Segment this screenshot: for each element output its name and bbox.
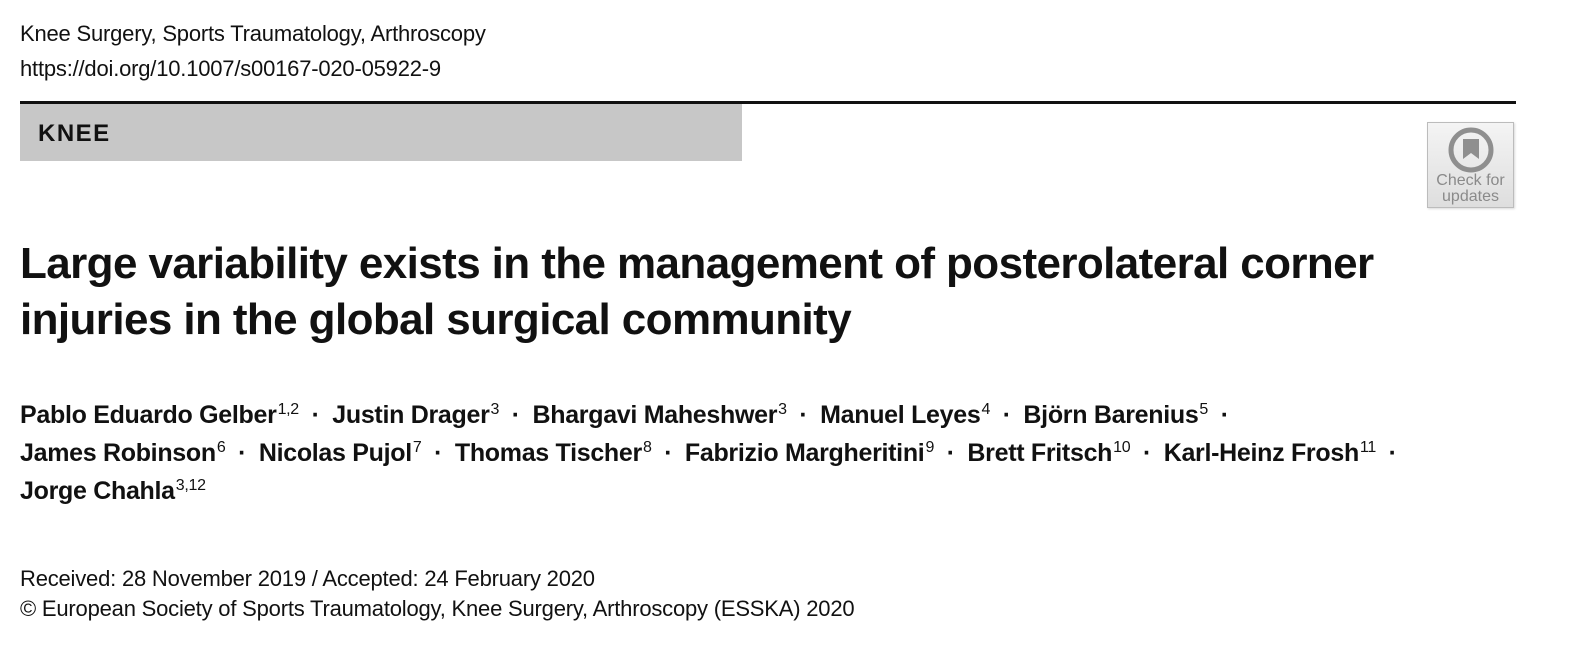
section-band xyxy=(20,104,742,161)
author-name-text: Björn Barenius xyxy=(1023,401,1199,429)
crossmark-icon xyxy=(1448,127,1494,173)
author-name[interactable] xyxy=(820,401,990,429)
author-affiliation: 3 xyxy=(778,401,787,418)
author-affiliation: 8 xyxy=(642,439,652,456)
author-separator: · xyxy=(1220,401,1229,429)
author-name-text: Justin Drager xyxy=(332,401,490,429)
author-affiliation: 1,2 xyxy=(277,401,299,418)
author-separator: · xyxy=(1388,439,1397,467)
author-name[interactable] xyxy=(20,477,206,505)
article-title: Large variability exists in the management of posterolateral corner injuries in the global surgical community xyxy=(20,239,1374,344)
author-name-text: Pablo Eduardo Gelber xyxy=(20,401,277,429)
author-separator: · xyxy=(434,439,443,467)
author-name[interactable] xyxy=(1023,401,1208,429)
author-separator: · xyxy=(311,401,320,429)
author-name[interactable] xyxy=(967,439,1130,467)
crossmark-label-line2: updates xyxy=(1442,188,1499,205)
author-name-text: Brett Fritsch xyxy=(967,439,1113,467)
author-separator: · xyxy=(1002,401,1011,429)
author-name[interactable] xyxy=(685,439,934,467)
author-affiliation: 4 xyxy=(981,401,991,418)
author-name[interactable] xyxy=(1164,439,1376,467)
author-separator: · xyxy=(511,401,520,429)
author-list xyxy=(20,396,1500,510)
author-separator: · xyxy=(799,401,808,429)
author-affiliation: 9 xyxy=(925,439,935,456)
author-separator: · xyxy=(1143,439,1152,467)
author-separator: · xyxy=(946,439,955,467)
author-affiliation: 10 xyxy=(1113,439,1131,456)
author-name-text: Fabrizio Margheritini xyxy=(684,439,925,467)
author-name[interactable] xyxy=(532,401,786,429)
author-name-text: Thomas Tischer xyxy=(454,439,642,467)
received-accepted-dates: Received: 28 November 2019 / Accepted: 24 February 2020 xyxy=(20,566,595,591)
journal-name: Knee Surgery, Sports Traumatology, Arthroscopy xyxy=(20,21,486,46)
author-separator: · xyxy=(664,439,673,467)
author-affiliation: 6 xyxy=(216,439,226,456)
author-affiliation: 7 xyxy=(412,439,422,456)
author-name[interactable] xyxy=(20,401,299,429)
author-name-text: Jorge Chahla xyxy=(20,477,175,505)
author-affiliation: 3 xyxy=(490,401,500,418)
author-separator: · xyxy=(238,439,247,467)
author-name-text: Karl-Heinz Frosh xyxy=(1163,439,1359,467)
check-for-updates-button[interactable] xyxy=(1427,122,1514,208)
author-name-text: Manuel Leyes xyxy=(820,401,981,429)
doi-link[interactable]: https://doi.org/10.1007/s00167-020-05922-9 xyxy=(20,56,441,81)
copyright-notice: © European Society of Sports Traumatology, Knee Surgery, Arthroscopy (ESSKA) 2020 xyxy=(20,596,855,621)
section-label: KNEE xyxy=(38,120,111,147)
author-name-text: Bhargavi Maheshwer xyxy=(532,401,778,429)
author-name[interactable] xyxy=(259,439,422,467)
crossmark-label-line1: Check for xyxy=(1436,172,1505,189)
author-name[interactable] xyxy=(20,439,225,467)
author-name-text: James Robinson xyxy=(20,439,216,467)
author-name[interactable] xyxy=(455,439,652,467)
author-affiliation: 3,12 xyxy=(175,477,206,494)
author-affiliation: 11 xyxy=(1359,439,1376,456)
author-name[interactable] xyxy=(332,401,499,429)
author-affiliation: 5 xyxy=(1199,401,1209,418)
author-name-text: Nicolas Pujol xyxy=(258,439,412,467)
